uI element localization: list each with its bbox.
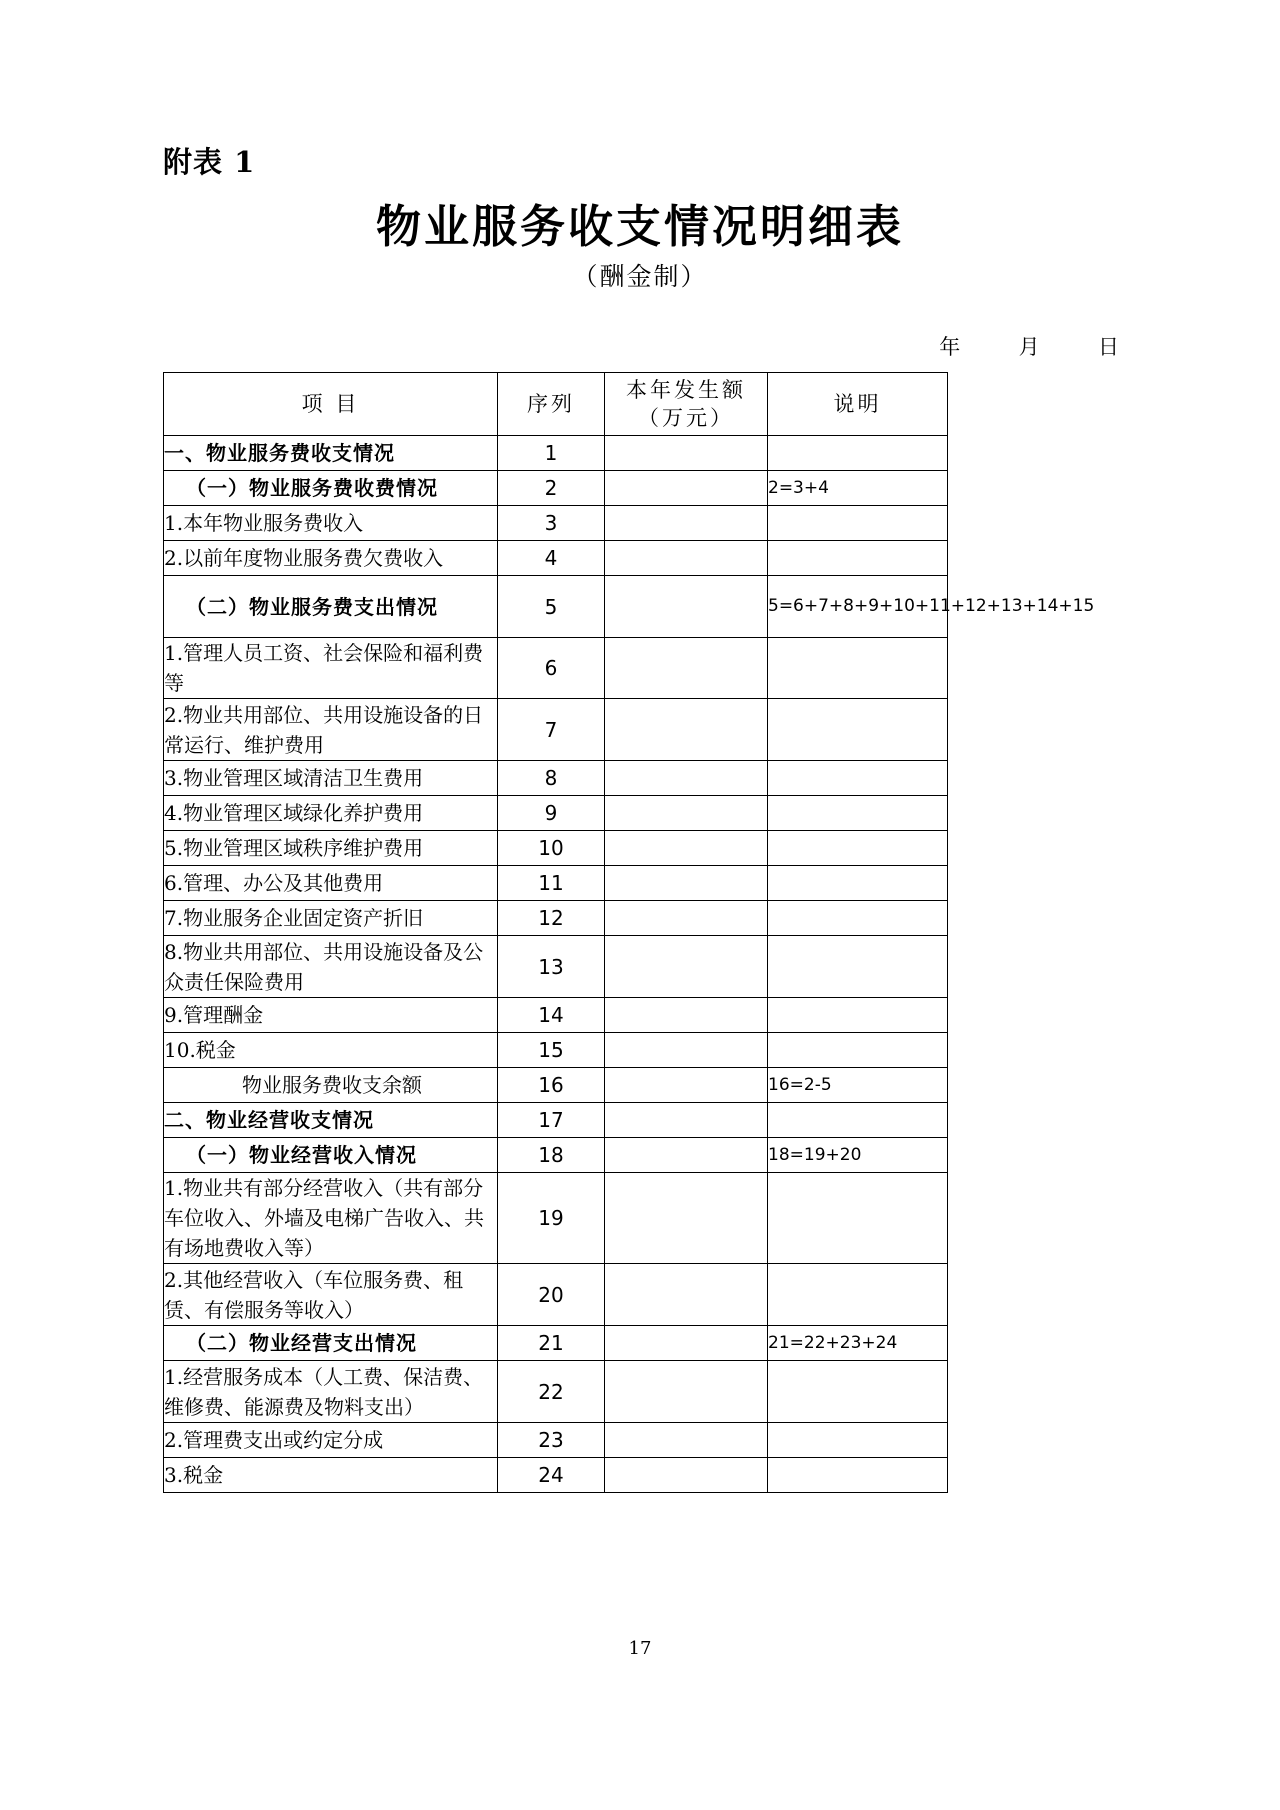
cell-sequence: 24 (498, 1458, 605, 1493)
cell-sequence: 12 (498, 901, 605, 936)
table-row (164, 998, 948, 1033)
cell-amount[interactable] (605, 1458, 768, 1493)
table-body (164, 436, 1095, 1493)
column-header-item (164, 373, 498, 436)
cell-item: （一）物业服务费收费情况 (164, 471, 498, 506)
cell-note (768, 761, 948, 796)
page-title: 物业服务收支情况明细表 (375, 200, 904, 253)
cell-item: 2.物业共用部位、共用设施设备的日常运行、维护费用 (164, 699, 498, 761)
cell-amount[interactable] (605, 866, 768, 901)
cell-note (768, 1033, 948, 1068)
cell-note (768, 936, 948, 998)
cell-sequence: 7 (498, 699, 605, 761)
cell-note (768, 541, 948, 576)
cell-item: 3.税金 (164, 1458, 498, 1493)
cell-note (768, 1264, 948, 1326)
cell-amount[interactable] (605, 1423, 768, 1458)
cell-sequence: 11 (498, 866, 605, 901)
cell-item: 2.管理费支出或约定分成 (164, 1423, 498, 1458)
page-subtitle: （酬金制） (572, 262, 708, 291)
cell-sequence: 18 (498, 1138, 605, 1173)
cell-item: 物业服务费收支余额 (164, 1068, 498, 1103)
table-row (164, 866, 948, 901)
table-row (164, 1138, 948, 1173)
table-row (164, 1361, 948, 1423)
cell-sequence: 10 (498, 831, 605, 866)
cell-note: 21=22+23+24 (768, 1326, 948, 1361)
table-row (164, 506, 948, 541)
column-header-note-label: 说明 (833, 391, 882, 416)
cell-amount[interactable] (605, 1173, 768, 1264)
cell-note (768, 638, 948, 699)
income-expense-table (163, 372, 1095, 1493)
cell-amount[interactable] (605, 1033, 768, 1068)
cell-amount[interactable] (605, 1326, 768, 1361)
cell-amount[interactable] (605, 436, 768, 471)
cell-item: 10.税金 (164, 1033, 498, 1068)
table-row (164, 471, 948, 506)
cell-amount[interactable] (605, 506, 768, 541)
attachment-label: 附表 1 (163, 145, 256, 179)
table-row (164, 541, 948, 576)
table-row (164, 796, 948, 831)
cell-item: 1.管理人员工资、社会保险和福利费等 (164, 638, 498, 699)
table-row (164, 1458, 948, 1493)
cell-sequence: 3 (498, 506, 605, 541)
table-row (164, 436, 948, 471)
cell-amount[interactable] (605, 936, 768, 998)
cell-amount[interactable] (605, 1361, 768, 1423)
cell-amount[interactable] (605, 761, 768, 796)
cell-sequence: 21 (498, 1326, 605, 1361)
cell-note (768, 1173, 948, 1264)
cell-amount[interactable] (605, 699, 768, 761)
cell-sequence: 19 (498, 1173, 605, 1264)
cell-amount[interactable] (605, 1264, 768, 1326)
cell-sequence: 2 (498, 471, 605, 506)
table-row (164, 761, 948, 796)
column-header-sequence-label: 序列 (527, 391, 575, 416)
table-row (164, 1068, 948, 1103)
cell-item: 5.物业管理区域秩序维护费用 (164, 831, 498, 866)
cell-amount[interactable] (605, 576, 768, 638)
cell-note (768, 506, 948, 541)
table-header-row (164, 373, 948, 436)
cell-sequence: 8 (498, 761, 605, 796)
cell-item: 3.物业管理区域清洁卫生费用 (164, 761, 498, 796)
cell-item: 2.其他经营收入（车位服务费、租赁、有偿服务等收入） (164, 1264, 498, 1326)
cell-note (768, 796, 948, 831)
cell-amount[interactable] (605, 831, 768, 866)
column-header-amount (605, 373, 768, 436)
table-row (164, 936, 948, 998)
cell-item: （二）物业经营支出情况 (164, 1326, 498, 1361)
page-number: 17 (628, 1638, 652, 1659)
cell-amount[interactable] (605, 638, 768, 699)
cell-sequence: 22 (498, 1361, 605, 1423)
table-row (164, 638, 948, 699)
cell-sequence: 1 (498, 436, 605, 471)
column-header-amount-unit: （万元） (638, 406, 734, 430)
date-line (939, 331, 1120, 361)
cell-note (768, 901, 948, 936)
cell-amount[interactable] (605, 998, 768, 1033)
table-row (164, 1326, 948, 1361)
cell-item: 二、物业经营收支情况 (164, 1103, 498, 1138)
cell-amount[interactable] (605, 1138, 768, 1173)
table-header (164, 373, 948, 436)
cell-sequence: 17 (498, 1103, 605, 1138)
cell-item: 1.物业共有部分经营收入（共有部分车位收入、外墙及电梯广告收入、共有场地费收入等） (164, 1173, 498, 1264)
cell-amount[interactable] (605, 541, 768, 576)
cell-item: 6.管理、办公及其他费用 (164, 866, 498, 901)
cell-amount[interactable] (605, 1068, 768, 1103)
table-row (164, 901, 948, 936)
cell-sequence: 9 (498, 796, 605, 831)
cell-item: （一）物业经营收入情况 (164, 1138, 498, 1173)
table-row (164, 1173, 948, 1264)
cell-note (768, 1423, 948, 1458)
table-row (164, 1103, 948, 1138)
date-year-label: 年 (939, 335, 962, 359)
cell-note (768, 699, 948, 761)
table-row (164, 1264, 948, 1326)
cell-amount[interactable] (605, 1103, 768, 1138)
cell-item: 4.物业管理区域绿化养护费用 (164, 796, 498, 831)
cell-item: 1.经营服务成本（人工费、保洁费、维修费、能源费及物料支出） (164, 1361, 498, 1423)
cell-sequence: 14 (498, 998, 605, 1033)
table-row (164, 699, 948, 761)
cell-sequence: 16 (498, 1068, 605, 1103)
table-row (164, 831, 948, 866)
cell-note (768, 1458, 948, 1493)
column-header-item-label: 项 目 (301, 391, 360, 416)
cell-note: 2=3+4 (768, 471, 948, 506)
column-header-amount-label: 本年发生额 (626, 377, 746, 402)
cell-amount[interactable] (605, 471, 768, 506)
cell-item: 一、物业服务费收支情况 (164, 436, 498, 471)
cell-note: 5=6+7+8+9+10+11+12+13+14+15 (768, 576, 948, 638)
cell-note: 16=2-5 (768, 1068, 948, 1103)
cell-sequence: 5 (498, 576, 605, 638)
cell-item: 2.以前年度物业服务费欠费收入 (164, 541, 498, 576)
cell-note (768, 998, 948, 1033)
column-header-note (768, 373, 948, 436)
cell-item: 8.物业共用部位、共用设施设备及公众责任保险费用 (164, 936, 498, 998)
cell-amount[interactable] (605, 796, 768, 831)
income-expense-table-wrapper (163, 372, 1095, 1493)
table-row (164, 576, 948, 638)
cell-note (768, 866, 948, 901)
table-row (164, 1423, 948, 1458)
date-month-label: 月 (1018, 335, 1041, 359)
table-row (164, 1033, 948, 1068)
date-day-label: 日 (1098, 335, 1120, 359)
cell-item: 1.本年物业服务费收入 (164, 506, 498, 541)
cell-item: 7.物业服务企业固定资产折旧 (164, 901, 498, 936)
cell-note (768, 831, 948, 866)
cell-note (768, 1361, 948, 1423)
cell-amount[interactable] (605, 901, 768, 936)
column-header-sequence (498, 373, 605, 436)
cell-item: （二）物业服务费支出情况 (164, 576, 498, 638)
cell-note (768, 436, 948, 471)
cell-note (768, 1103, 948, 1138)
cell-sequence: 13 (498, 936, 605, 998)
cell-sequence: 23 (498, 1423, 605, 1458)
cell-note: 18=19+20 (768, 1138, 948, 1173)
cell-sequence: 4 (498, 541, 605, 576)
cell-sequence: 6 (498, 638, 605, 699)
cell-sequence: 20 (498, 1264, 605, 1326)
cell-item: 9.管理酬金 (164, 998, 498, 1033)
cell-sequence: 15 (498, 1033, 605, 1068)
